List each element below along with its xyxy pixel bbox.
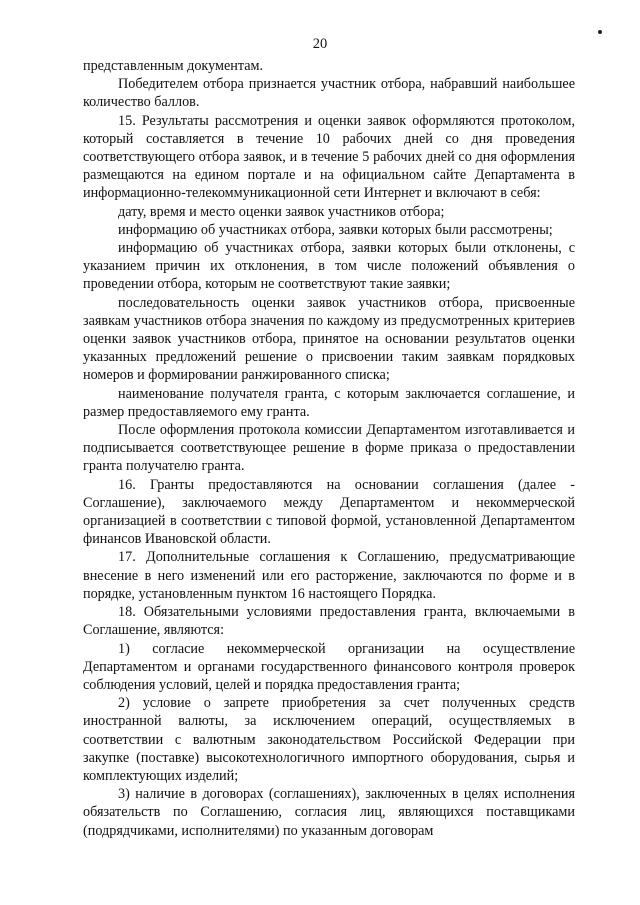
paragraph: информацию об участниках отбора, заявки которых были рассмотрены; xyxy=(118,221,553,238)
paragraph: Победителем отбора признается участник отбора, набравший наибольшее количество баллов. xyxy=(83,76,575,111)
paragraph: 17. Дополнительные соглашения к Соглашению, предусматривающие внесение в него изменений или его расторжение, заключаются по форме и в порядке, установленным пунктом 16 настоящего Порядка. xyxy=(83,549,575,602)
paragraph: информацию об участниках отбора, заявки которых были отклонены, с указанием причин их отклонения, в том числе положений объявления о проведении отбора, которым не соответствуют такие заявки; xyxy=(83,240,575,293)
paragraph: 15. Результаты рассмотрения и оценки заявок оформляются протоколом, который составляется в течение 10 рабочих дней со дня проведения соответствующего отбора заявок, и в течение 5 рабочих дней со дня оформления размещаются на едином портале и на официальном сайте Департамента в информационно-телекоммуникационной сети Интернет и включают в себя: xyxy=(83,112,575,202)
paragraph: последовательность оценки заявок участников отбора, присвоенные заявкам участников отбора значения по каждому из предусмотренных критериев оценки заявок участников отбора, принятое на основании результатов оценки указанных предложений решение о присвоении таким заявкам порядковых номеров и формировании ранжированного списка; xyxy=(83,294,575,384)
paragraph: 1) согласие некоммерческой организации на осуществление Департаментом и органами государственного финансового контроля проверок соблюдения условий, целей и порядка предоставления гранта; xyxy=(83,640,575,693)
paragraph: наименование получателя гранта, с которым заключается соглашение, и размер предоставляемого ему гранта. xyxy=(83,385,575,420)
paragraph: представленным документам. xyxy=(83,58,264,74)
page-number: 20 xyxy=(312,36,328,52)
paragraph: 3) наличие в договорах (соглашениях), заключенных в целях исполнения обязательств по Соглашению, согласия лиц, являющихся поставщиками (подрядчиками, исполнителями) по указанным договорам xyxy=(83,786,575,839)
paragraph: 18. Обязательными условиями предоставления гранта, включаемыми в Соглашение, являются: xyxy=(83,604,575,639)
paragraph: После оформления протокола комиссии Департаментом изготавливается и подписывается соответствующее решение в форме приказа о предоставлении гранта получателю гранта. xyxy=(83,422,575,475)
corner-dot-mark xyxy=(598,30,602,34)
document-body xyxy=(83,57,575,840)
paragraph: 16. Гранты предоставляются на основании соглашения (далее - Соглашение), заключаемого между Департаментом и некоммерческой организацией в соответствии с типовой формой, установленной Департаментом финансов Ивановской области. xyxy=(83,476,575,548)
paragraph: 2) условие о запрете приобретения за счет полученных средств иностранной валюты, за исключением операций, осуществляемых в соответствии с валютным законодательством Российской Федерации при закупке (поставке) высокотехнологичного импортного оборудования, сырья и комплектующих изделий; xyxy=(83,695,575,784)
paragraph: дату, время и место оценки заявок участников отбора; xyxy=(118,203,445,220)
